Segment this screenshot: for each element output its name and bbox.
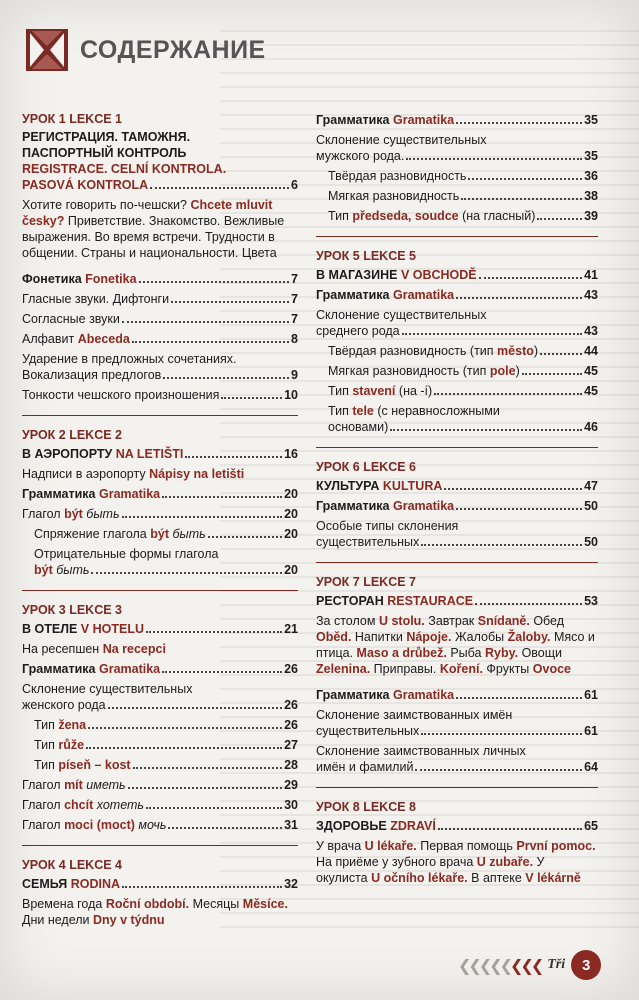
lesson-7: [316, 575, 598, 788]
toc-entry[interactable]: Тип předseda, soudce (на гласный) 39: [328, 209, 598, 223]
toc-entry[interactable]: Глагол být быть 20: [22, 507, 298, 521]
toc-entry[interactable]: имён и фамилий 64: [316, 760, 598, 774]
lesson-4-continued: [316, 112, 598, 237]
toc-entry[interactable]: Грамматика Gramatika 20: [22, 487, 298, 501]
toc-entry[interactable]: Грамматика Gramatika 35: [316, 113, 598, 127]
page-word: Tři: [547, 957, 566, 972]
lesson-2: [22, 428, 298, 591]
toc-entry-line: Склонение заимствованных имён: [316, 708, 513, 722]
x-cross-logo-icon: [26, 29, 68, 71]
lesson-heading: УРОК 7 LEKCE 7: [316, 575, 416, 589]
toc-entry[interactable]: Тип žena 26: [34, 718, 298, 732]
toc-entry[interactable]: Глагол chcít хотеть 30: [22, 798, 298, 812]
lesson-heading: УРОК 4 LEKCE 4: [22, 858, 122, 872]
toc-right-column: [316, 112, 598, 910]
toc-entry-line: Склонение заимствованных личных: [316, 744, 526, 758]
toc-entry[interactable]: Грамматика Gramatika 26: [22, 662, 298, 676]
toc-entry-line: Склонение существительных: [316, 308, 487, 322]
toc-entry[interactable]: Фонетика Fonetika 7: [22, 272, 298, 286]
page-footer: [458, 950, 601, 980]
page-header: [26, 28, 266, 72]
toc-entry[interactable]: Мягкая разновидность 38: [328, 189, 598, 203]
toc-entry[interactable]: [22, 177, 298, 193]
lesson-topic-line: ПАСПОРТНЫЙ КОНТРОЛЬ: [22, 146, 187, 160]
toc-entry[interactable]: Глагол mít иметь 29: [22, 778, 298, 792]
toc-entry[interactable]: В АЭРОПОРТУ NA LETIŠTI 16: [22, 447, 298, 461]
toc-entry[interactable]: Алфавит Abeceda 8: [22, 332, 298, 346]
toc-entry-line: Склонение существительных: [316, 133, 487, 147]
page-title: СОДЕРЖАНИЕ: [80, 35, 266, 64]
lesson-topic: РЕГИСТРАЦИЯ. ТАМОЖНЯ.: [22, 130, 191, 144]
lesson-4: [22, 858, 298, 940]
toc-entry[interactable]: В ОТЕЛЕ V HOTELU 21: [22, 622, 298, 636]
lesson-topic-cz-line: PASOVÁ KONTROLA: [22, 178, 149, 192]
toc-entry[interactable]: Грамматика Gramatika 61: [316, 688, 598, 702]
lesson-description: За столом U stolu. Завтрак Snídaně. Обед Oběd. Напитки Nápoje. Жалобы Žaloby. Мясо и птица. Maso a drůbež. Рыба Ryby. Овощи Zelenina. Приправы. Koření. Фрукты Ovoce: [316, 614, 595, 676]
toc-entry[interactable]: Согласные звуки 7: [22, 312, 298, 326]
lesson-5: [316, 249, 598, 448]
toc-entry[interactable]: В МАГАЗИНЕ V OBCHODĚ 41: [316, 268, 598, 282]
toc-entry[interactable]: среднего рода 43: [316, 324, 598, 338]
lesson-heading: УРОК 5 LEKCE 5: [316, 249, 416, 263]
lesson-description: У врача U lékaře. Первая помощь První pomoc. На приёме у зубного врача U zubaře. У окулиста U očního lékaře. В аптеке V lékárně: [316, 839, 596, 885]
toc-entry[interactable]: Мягкая разновидность (тип pole) 45: [328, 364, 598, 378]
toc-entry[interactable]: Глагол moci (moct) мочь 31: [22, 818, 298, 832]
toc-entry[interactable]: женского рода 26: [22, 698, 298, 712]
toc-entry-line: Тип tele (с неравносложными: [328, 404, 500, 418]
toc-entry[interactable]: Тонкости чешского произношения 10: [22, 388, 298, 402]
page-number-badge: 3: [571, 950, 601, 980]
toc-entry[interactable]: Тип růže 27: [34, 738, 298, 752]
lesson-description: Надписи в аэропорту Nápisy na letišti: [22, 467, 245, 481]
toc-entry[interactable]: Твёрдая разновидность 36: [328, 169, 598, 183]
lesson-description: Хотите говорить по-чешски? Chcete mluvit česky? Приветствие. Знакомство. Вежливые выражения. Во время встречи. Трудности в общении. Страны и национальности. Цвета: [22, 198, 285, 260]
toc-entry[interactable]: основами) 46: [328, 420, 598, 434]
lesson-1: [22, 112, 298, 416]
page-number: 6: [291, 178, 298, 192]
toc-entry[interactable]: Твёрдая разновидность (тип město) 44: [328, 344, 598, 358]
lesson-8: [316, 800, 598, 898]
toc-entry-line: Особые типы склонения: [316, 519, 459, 533]
toc-entry[interactable]: РЕСТОРАН RESTAURACE 53: [316, 594, 598, 608]
toc-entry-line: Отрицательные формы глагола: [34, 547, 219, 561]
toc-entry[interactable]: Тип stavení (на -í) 45: [328, 384, 598, 398]
toc-entry[interactable]: Вокализация предлогов 9: [22, 368, 298, 382]
lesson-description: На ресепшен Na recepci: [22, 642, 166, 656]
leader-dots: [150, 187, 289, 189]
chevron-left-arrows-icon: ❮❮❮❮❮❮❮❮: [458, 955, 542, 975]
toc-entry-line: Ударение в предложных сочетаниях.: [22, 352, 237, 366]
lesson-heading: УРОК 8 LEKCE 8: [316, 800, 416, 814]
toc-entry[interactable]: мужского рода. 35: [316, 149, 598, 163]
toc-entry[interactable]: být быть 20: [34, 563, 298, 577]
lesson-heading: УРОК 1 LEKCE 1: [22, 112, 122, 126]
lesson-heading: УРОК 3 LEKCE 3: [22, 603, 122, 617]
toc-entry[interactable]: существительных 61: [316, 724, 598, 738]
toc-entry[interactable]: Спряжение глагола být быть 20: [34, 527, 298, 541]
toc-entry[interactable]: СЕМЬЯ RODINA 32: [22, 877, 298, 891]
toc-entry[interactable]: КУЛЬТУРА KULTURA 47: [316, 479, 598, 493]
lesson-heading: УРОК 2 LEKCE 2: [22, 428, 122, 442]
lesson-topic-cz: REGISTRACE. CELNÍ KONTROLA.: [22, 162, 227, 176]
toc-entry-line: Склонение существительных: [22, 682, 193, 696]
toc-entry[interactable]: ЗДОРОВЬЕ ZDRAVÍ 65: [316, 819, 598, 833]
lesson-description: Времена года Roční období. Месяцы Měsíce. Дни недели Dny v týdnu: [22, 897, 288, 927]
toc-entry[interactable]: Грамматика Gramatika 50: [316, 499, 598, 513]
lesson-3: [22, 603, 298, 846]
toc-entry[interactable]: Гласные звуки. Дифтонги 7: [22, 292, 298, 306]
toc-entry[interactable]: Грамматика Gramatika 43: [316, 288, 598, 302]
lesson-6: [316, 460, 598, 563]
toc-left-column: [22, 112, 298, 952]
toc-entry[interactable]: существительных 50: [316, 535, 598, 549]
lesson-heading: УРОК 6 LEKCE 6: [316, 460, 416, 474]
toc-entry[interactable]: Тип píseň – kost 28: [34, 758, 298, 772]
